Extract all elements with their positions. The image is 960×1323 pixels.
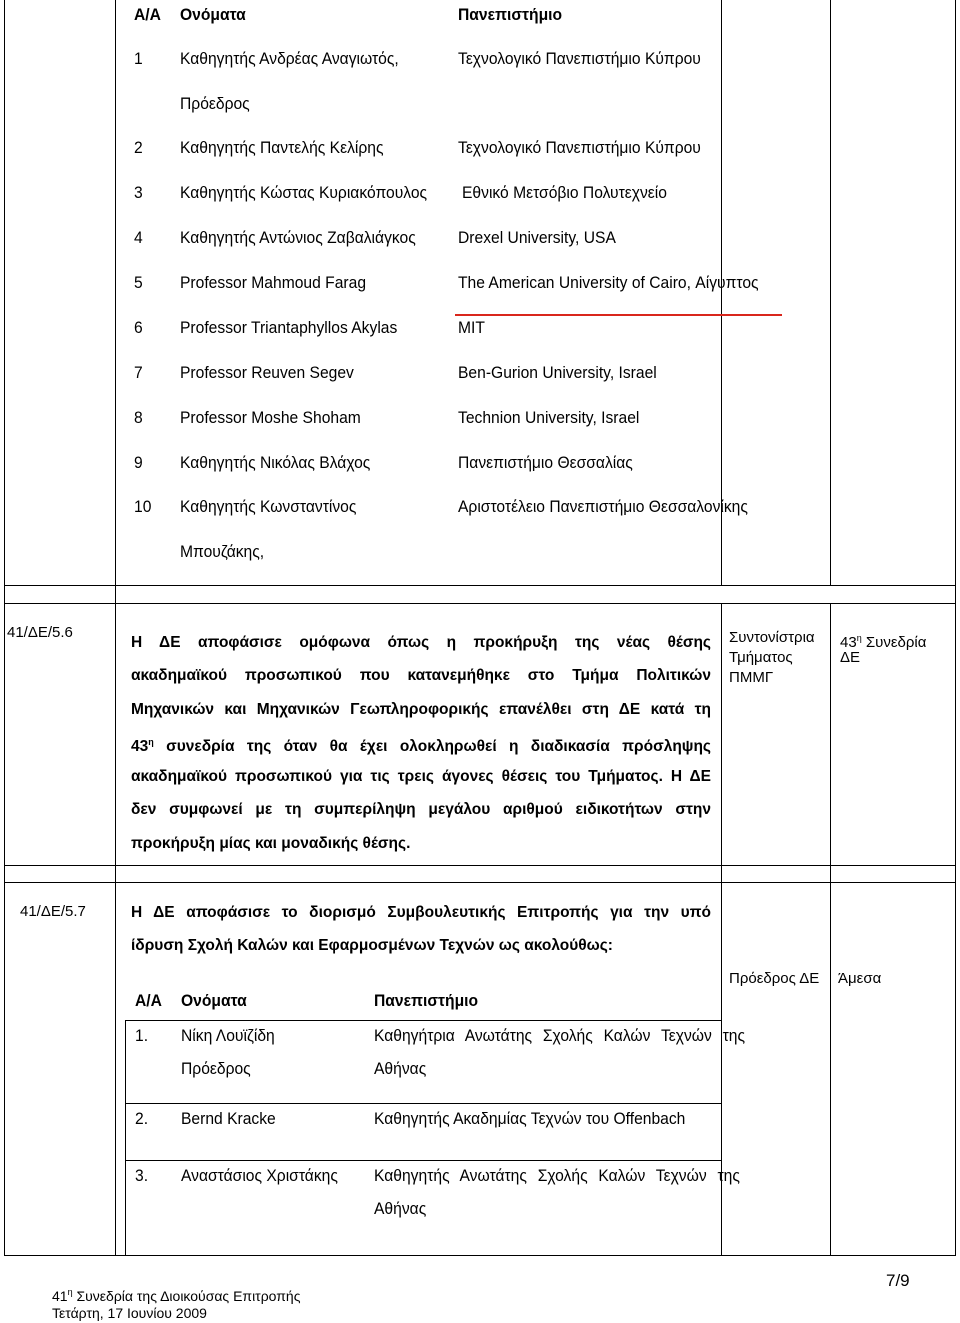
nested-row-1-num: 1. — [135, 1026, 149, 1045]
nested-row-3-univ: Καθηγητής Ανωτάτης Σχολής Καλών Τεχνών της — [374, 1166, 740, 1185]
row-1-univ: Τεχνολογικό Πανεπιστήμιο Κύπρου — [458, 49, 701, 68]
top-header-univ: Πανεπιστήμιο — [458, 5, 563, 24]
row-10-univ: Αριστοτέλειο Πανεπιστήμιο Θεσσαλονίκης — [458, 497, 748, 516]
item-57-deadline: Άμεσα — [838, 970, 882, 987]
row-rule-4 — [4, 882, 956, 883]
col2-divider-bottom — [721, 603, 722, 1256]
nested-top-border — [125, 1020, 721, 1021]
row-5-univ: The American University of Cairo, Αίγυπτος — [458, 273, 759, 292]
row-10-num: 10 — [134, 497, 152, 516]
row-rule-3 — [4, 865, 956, 866]
item-57-code: 41/ΔΕ/5.7 — [20, 903, 86, 920]
nested-rule-1 — [125, 1103, 721, 1104]
row-3-num: 3 — [134, 183, 143, 202]
footer-date: Τετάρτη, 17 Ιουνίου 2009 — [52, 1305, 207, 1321]
nested-row-1-univ-cont: Αθήνας — [374, 1059, 427, 1078]
nested-header-name: Ονόματα — [181, 991, 247, 1010]
row-2-name: Καθηγητής Παντελής Κελίρης — [180, 138, 384, 157]
row-5-num: 5 — [134, 273, 143, 292]
item-56-line-4-num: 43 — [131, 738, 149, 755]
item-56-line-2: ακαδημαϊκού προσωπικού που κατανεμήθηκε στο Τμήμα Πολιτικών — [131, 667, 711, 684]
col1-divider — [115, 0, 116, 1256]
row-10-name-cont: Μπουζάκης, — [180, 542, 265, 561]
item-56-responsible-3: ΠΜΜΓ — [729, 669, 774, 686]
item-57-line-2: ίδρυση Σχολή Καλών και Εφαρμοσμένων Τεχνών ως ακολούθως: — [131, 937, 613, 954]
row-6-name: Professor Triantaphyllos Akylas — [180, 318, 398, 337]
item-56-line-6: δεν συμφωνεί με τη συμπερίληψη μεγάλου αριθμού ειδικοτήτων στην — [131, 801, 711, 818]
row-1-name: Καθηγητής Ανδρέας Αναγιωτός, — [180, 49, 399, 68]
row-2-univ: Τεχνολογικό Πανεπιστήμιο Κύπρου — [458, 138, 701, 157]
item-57-responsible: Πρόεδρος ΔΕ — [729, 970, 820, 987]
footer-session-sup: η — [67, 1287, 73, 1297]
row-10-name: Καθηγητής Κωνσταντίνος — [180, 497, 357, 516]
item-56-line-7: προκήρυξη μίας και μοναδικής θέσης. — [131, 835, 411, 852]
footer-session-num: 41 — [52, 1288, 68, 1304]
nested-row-3-num: 3. — [135, 1166, 149, 1185]
item-56-line-1: Η ΔΕ αποφάσισε ομόφωνα όπως η προκήρυξη της νέας θέσης — [131, 634, 711, 651]
row-8-univ: Technion University, Israel — [458, 408, 640, 427]
row-4-univ: Drexel University, USA — [458, 228, 616, 247]
item-57-line-1: Η ΔΕ αποφάσισε το διορισμό Συμβουλευτικής Επιτροπής για την υπό — [131, 904, 711, 921]
nested-row-3-univ-cont: Αθήνας — [374, 1199, 427, 1218]
table-right-border — [955, 0, 956, 1256]
item-56-code: 41/ΔΕ/5.6 — [7, 624, 73, 641]
red-underline — [455, 314, 782, 316]
row-3-univ: Εθνικό Μετσόβιο Πολυτεχνείο — [462, 183, 667, 202]
row-4-num: 4 — [134, 228, 143, 247]
row-9-name: Καθηγητής Νικόλας Βλάχος — [180, 453, 371, 472]
row-7-num: 7 — [134, 363, 143, 382]
nested-header-aa: Α/Α — [135, 991, 162, 1010]
top-header-name: Ονόματα — [180, 5, 246, 24]
row-6-univ: MIT — [458, 318, 485, 337]
table-left-border — [4, 0, 5, 1256]
item-56-line-3: Μηχανικών και Μηχανικών Γεωπληροφορικής επανέλθει στη ΔΕ κατά τη — [131, 701, 711, 718]
top-header-aa: Α/Α — [134, 5, 161, 24]
nested-left-border — [125, 1020, 126, 1256]
row-7-univ: Ben-Gurion University, Israel — [458, 363, 657, 382]
row-rule-1 — [4, 585, 956, 586]
page-number: 7/9 — [886, 1271, 910, 1290]
nested-row-1-univ: Καθηγήτρια Ανωτάτης Σχολής Καλών Τεχνών της — [374, 1026, 746, 1045]
nested-row-1-name: Νίκη Λουϊζίδη — [181, 1026, 275, 1045]
row-9-num: 9 — [134, 453, 143, 472]
row-2-num: 2 — [134, 138, 143, 157]
row-6-num: 6 — [134, 318, 143, 337]
row-rule-2 — [4, 603, 956, 604]
nested-row-1-role: Πρόεδρος — [181, 1059, 251, 1078]
nested-rule-2 — [125, 1160, 721, 1161]
item-56-responsible-1: Συντονίστρια — [729, 629, 815, 646]
nested-row-3-name: Αναστάσιος Χριστάκης — [181, 1166, 338, 1185]
row-7-name: Professor Reuven Segev — [180, 363, 354, 382]
item-56-line-4 — [131, 726, 711, 764]
row-1-num: 1 — [134, 49, 143, 68]
table-bottom-border — [4, 1255, 956, 1256]
item-56-line-5: ακαδημαϊκού προσωπικού για τις τρεις άγονες θέσεις του Τμήματος. Η ΔΕ — [131, 768, 711, 785]
row-9-univ: Πανεπιστήμιο Θεσσαλίας — [458, 453, 633, 472]
item-56-line-4-rest: συνεδρία της όταν θα έχει ολοκληρωθεί η διαδικασία πρόσληψης — [153, 738, 711, 755]
col3-divider-bottom — [830, 603, 831, 1256]
nested-row-2-name: Bernd Kracke — [181, 1109, 276, 1128]
col3-divider-top — [830, 0, 831, 585]
item-56-deadline-rest: Συνεδρία — [861, 634, 927, 651]
footer-session — [52, 1287, 300, 1304]
nested-row-2-univ: Καθηγητής Ακαδημίας Τεχνών του Offenbach — [374, 1109, 686, 1128]
nested-header-univ: Πανεπιστήμιο — [374, 991, 479, 1010]
row-4-name: Καθηγητής Αντώνιος Ζαβαλιάγκος — [180, 228, 416, 247]
row-8-name: Professor Moshe Shoham — [180, 408, 361, 427]
row-5-name: Professor Mahmoud Farag — [180, 273, 367, 292]
item-56-deadline-line-2: ΔΕ — [840, 649, 861, 666]
item-56-deadline-num: 43 — [840, 634, 857, 651]
row-3-name: Καθηγητής Κώστας Κυριακόπουλος — [180, 183, 428, 202]
footer-session-rest: Συνεδρία της Διοικούσας Επιτροπής — [72, 1288, 301, 1304]
nested-row-2-num: 2. — [135, 1109, 149, 1128]
row-1-role: Πρόεδρος — [180, 94, 250, 113]
item-56-line-4-sup: η — [148, 737, 154, 747]
item-56-responsible-2: Τμήματος — [729, 649, 793, 666]
item-56-deadline-sup: η — [856, 633, 862, 643]
row-8-num: 8 — [134, 408, 143, 427]
